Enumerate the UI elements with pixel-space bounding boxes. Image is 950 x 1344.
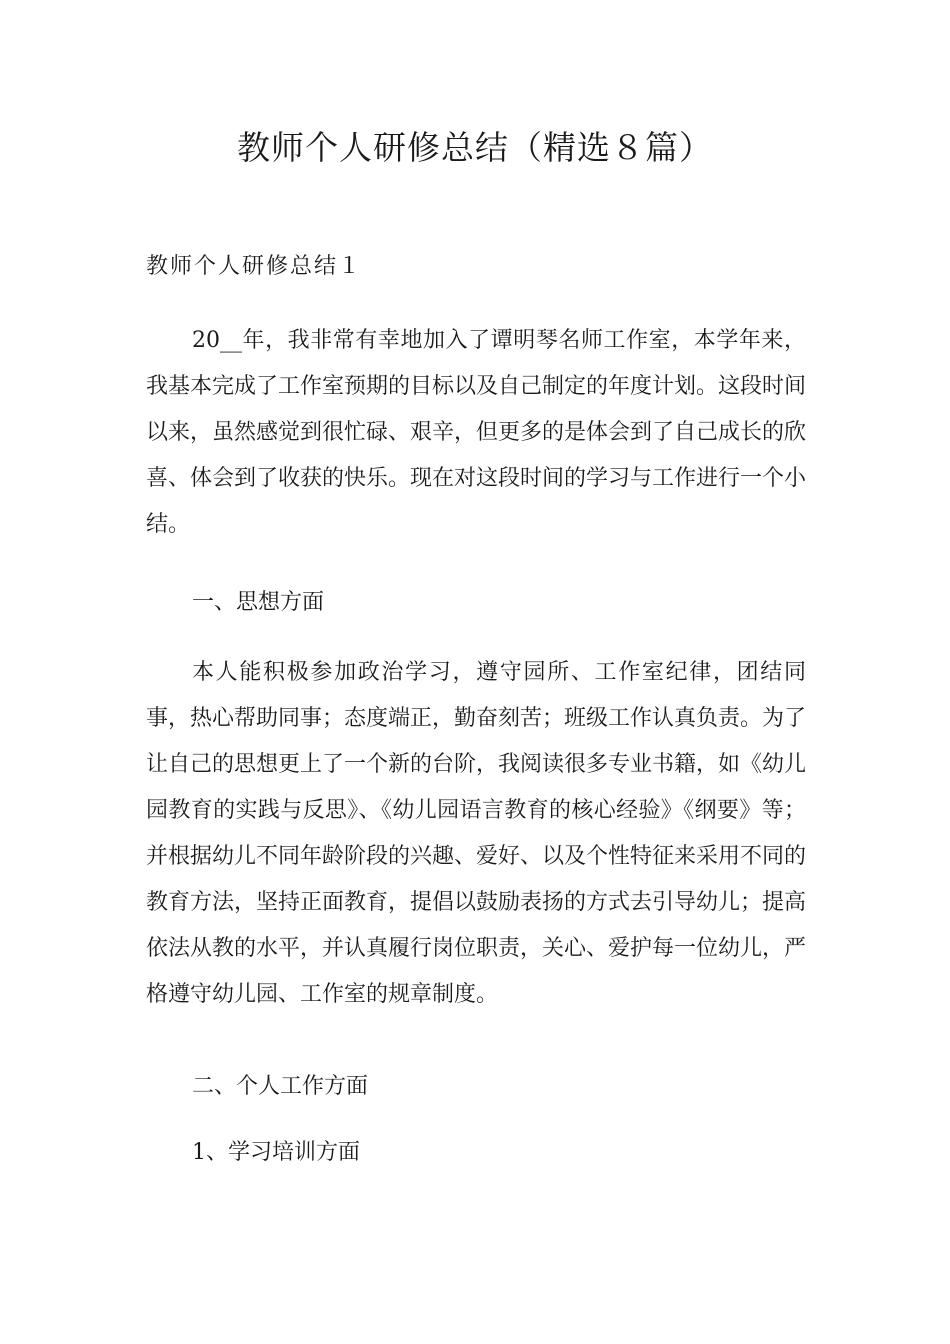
heading-personal-work: 二、个人工作方面 [192,1074,369,1099]
heading-study-training: 1、学习培训方面 [192,1140,360,1165]
document-title: 教师个人研修总结（精选８篇） [237,128,713,167]
paragraph-intro: 20__年，我非常有幸地加入了谭明琴名师工作室，本学年来，我基本完成了工作室预期的目标以及自己制定的年度计划。这段时间以来，虽然感觉到很忙碌、艰辛，但更多的是体会到了自己成长的欣喜、体会到了收获的快乐。现在对这段时间的学习与工作进行一个小结。 [146,328,807,537]
heading-thought: 一、思想方面 [192,590,325,615]
paragraph-thought: 本人能积极参加政治学习，遵守园所、工作室纪律，团结同事，热心帮助同事；态度端正，勤奋刻苦；班级工作认真负责。为了让自己的思想更上了一个新的台阶，我阅读很多专业书籍，如《幼儿园教育的实践与反思》、《幼儿园语言教育的核心经验》《纲要》等；并根据幼儿不同年龄阶段的兴趣、爱好、以及个性特征来采用不同的教育方法，坚持正面教育，提倡以鼓励表扬的方式去引导幼儿；提高依法从教的水平，并认真履行岗位职责，关心、爱护每一位幼儿，严格遵守幼儿园、工作室的规章制度。 [146,660,807,1007]
section-title: 教师个人研修总结１ [146,254,363,279]
